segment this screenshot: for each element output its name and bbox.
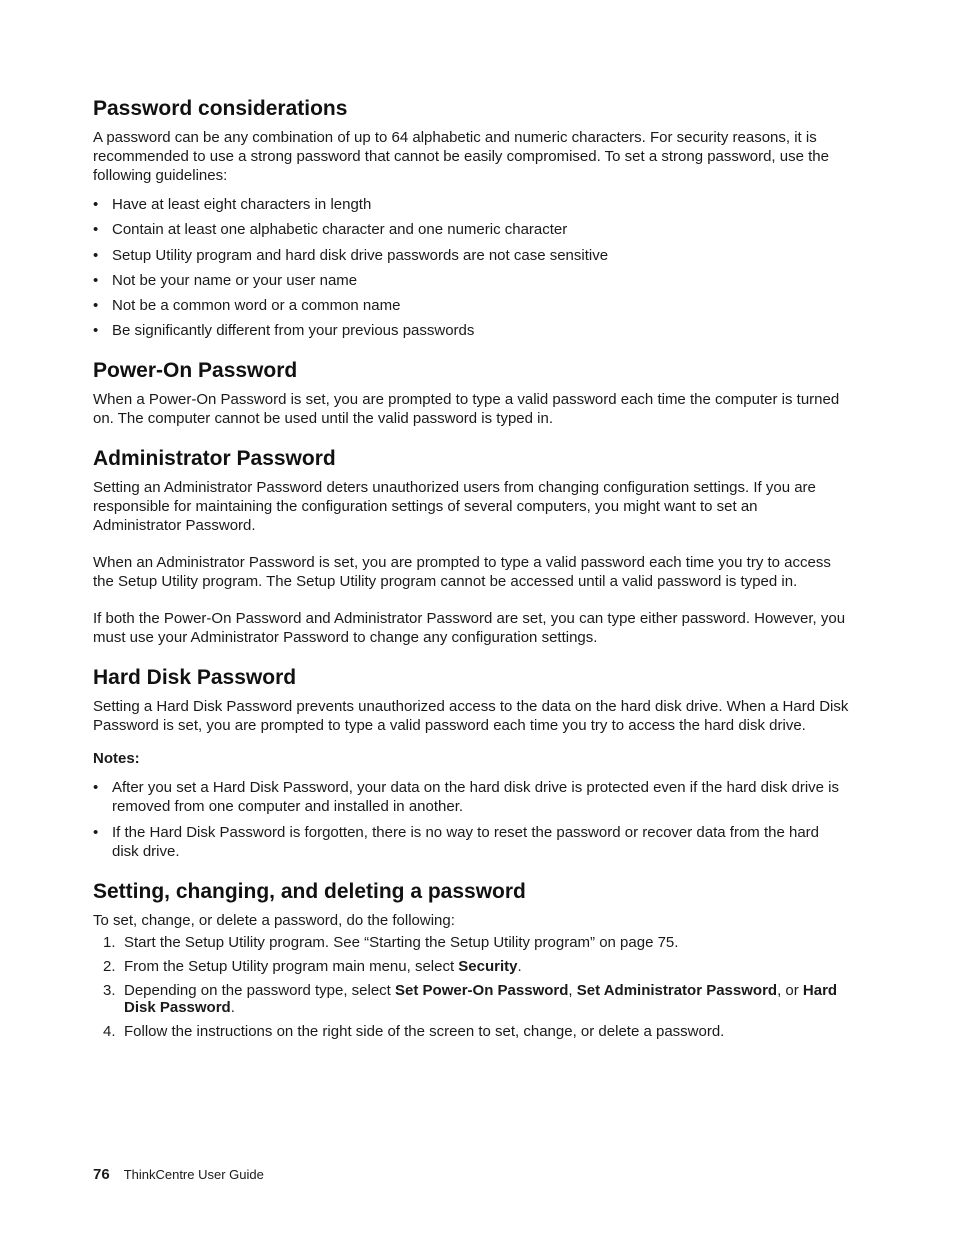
paragraph-admin-3: If both the Power-On Password and Administrator Password are set, you can type either password. However, you must use your Administrator Password to change any configuration settings. xyxy=(93,610,846,647)
page-footer xyxy=(93,1165,264,1185)
steps-list xyxy=(93,934,849,1040)
paragraph-power-on: When a Power-On Password is set, you are prompted to type a valid password each time the computer is turned on. The computer cannot be used until the valid password is typed in. xyxy=(93,391,840,428)
list-item: 1. Start the Setup Utility program. See “Starting the Setup Utility program” on page 75. xyxy=(103,933,679,951)
heading-password-considerations: Password considerations xyxy=(93,97,348,120)
list-item: 4. Follow the instructions on the right side of the screen to set, change, or delete a password. xyxy=(103,1022,725,1040)
list-item: • Have at least eight characters in length xyxy=(93,196,372,213)
heading-administrator-password: Administrator Password xyxy=(93,447,336,471)
list-item: • If the Hard Disk Password is forgotten, there is no way to reset the password or recover data from the hard disk drive. xyxy=(93,823,819,860)
guide-title: ThinkCentre User Guide xyxy=(123,1167,264,1182)
section-password-considerations xyxy=(93,96,849,340)
paragraph-intro: A password can be any combination of up to 64 alphabetic and numeric characters. For security reasons, it is recommended to use a strong password that cannot be easily compromised. To set a strong password, use the following guidelines: xyxy=(93,129,829,184)
menu-security: Security xyxy=(458,957,518,975)
section-administrator-password xyxy=(93,446,849,647)
document-page xyxy=(93,96,849,1058)
heading-power-on-password: Power-On Password xyxy=(93,359,298,383)
page-number: 76 xyxy=(93,1166,110,1183)
list-item: • Setup Utility program and hard disk drive passwords are not case sensitive xyxy=(93,246,609,264)
list-item: • Contain at least one alphabetic character and one numeric character xyxy=(93,221,568,239)
paragraph-setting-intro: To set, change, or delete a password, do the following: xyxy=(93,911,455,929)
list-item: 2. From the Setup Utility program main menu, select Security. xyxy=(103,957,522,975)
option-administrator: Set Administrator Password xyxy=(576,981,778,999)
section-hard-disk-password xyxy=(93,665,849,860)
list-item: • Be significantly different from your previous passwords xyxy=(93,322,475,340)
paragraph-admin-2: When an Administrator Password is set, you are prompted to type a valid password each time you try to access the Setup Utility program. The Setup Utility program cannot be accessed until a valid password is typed in. xyxy=(93,554,831,591)
list-item: • After you set a Hard Disk Password, your data on the hard disk drive is protected even if the hard disk drive is removed from one computer and installed in another. xyxy=(93,779,840,816)
paragraph-hard-disk: Setting a Hard Disk Password prevents unauthorized access to the data on the hard disk drive. When a Hard Disk Password is set, you are prompted to type a valid password each time you try to access the hard disk drive. xyxy=(93,698,849,735)
guidelines-list xyxy=(93,195,849,340)
list-item: 3. Depending on the password type, select Set Power-On Password, Set Administrator Password, or Hard Disk Password. xyxy=(103,981,838,1016)
option-power-on: Set Power-On Password xyxy=(395,981,569,999)
notes-list xyxy=(93,778,849,860)
section-power-on-password xyxy=(93,358,849,428)
option-hard-disk: Hard Disk Password xyxy=(124,981,838,1016)
section-setting-password xyxy=(93,879,849,1040)
list-item: • Not be your name or your user name xyxy=(93,271,358,289)
heading-setting-password: Setting, changing, and deleting a password xyxy=(93,879,526,903)
paragraph-admin-1: Setting an Administrator Password deters unauthorized users from changing configuration settings. If you are responsible for maintaining the configuration settings of several computers, you might want to set an Administrator Password. xyxy=(93,479,816,535)
heading-hard-disk-password: Hard Disk Password xyxy=(93,666,297,690)
notes-label: Notes: xyxy=(93,750,140,768)
list-item: • Not be a common word or a common name xyxy=(93,297,401,315)
